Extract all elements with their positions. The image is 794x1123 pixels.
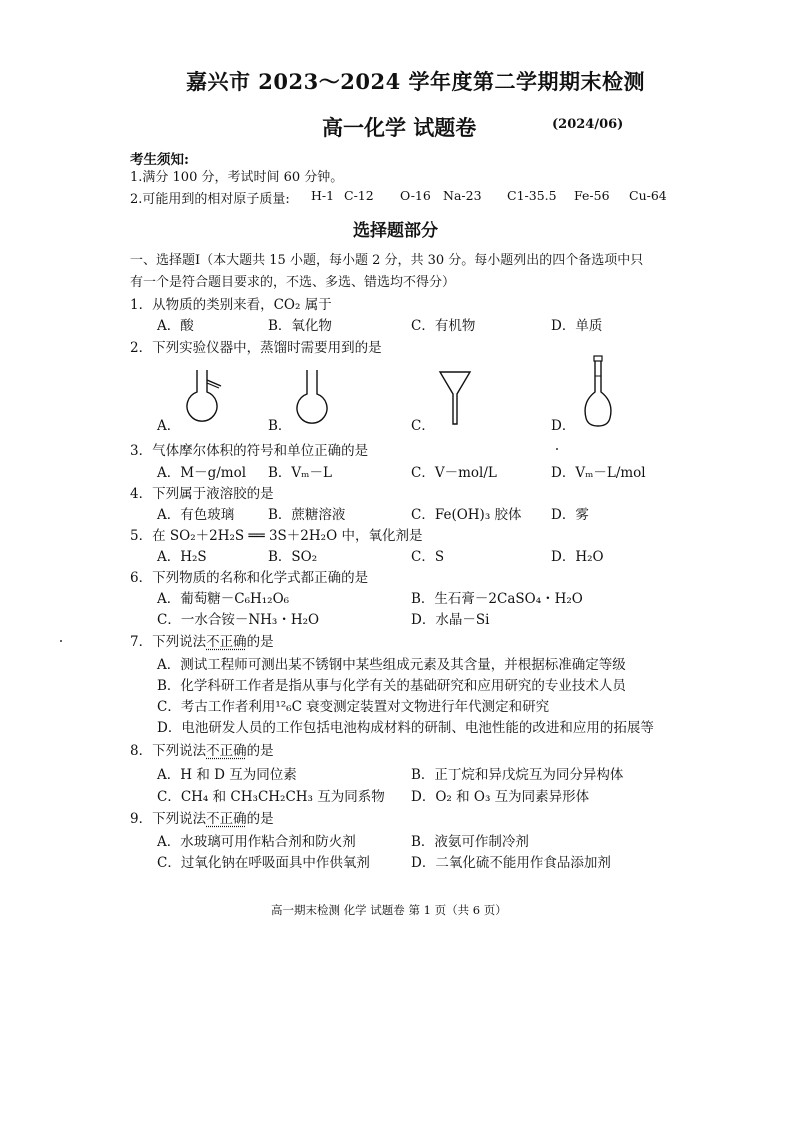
q8-stem-pre: 8．下列说法	[130, 743, 207, 759]
q9-option-c: C．过氧化钠在呼吸面具中作供氧剂	[157, 855, 370, 871]
q5-option-b: B．SO₂	[268, 549, 318, 565]
q8-stem-emphasis: 不正确	[206, 743, 247, 759]
volumetric-flask-icon	[580, 354, 616, 430]
q2-option-c: C．	[411, 418, 435, 434]
exam-subtitle: 高一化学 试题卷	[322, 115, 477, 140]
q8-option-c: C．CH₄ 和 CH₃CH₂CH₃ 互为同系物	[157, 789, 385, 805]
q8-stem-post: 的是	[246, 743, 274, 759]
q1-option-c: C．有机物	[411, 318, 476, 334]
q7-option-b: B．化学科研工作者是指从事与化学有关的基础研究和应用研究的专业技术人员	[157, 678, 626, 694]
q1-option-d: D．单质	[551, 318, 603, 334]
q8-option-a: A．H 和 D 互为同位素	[157, 767, 297, 783]
question-4-stem: 4．下列属于液溶胶的是	[130, 486, 274, 502]
q7-option-c: C．考古工作者利用¹²₆C 衰变测定装置对文物进行年代测定和研究	[157, 699, 550, 715]
question-3-stem: 3．气体摩尔体积的符号和单位正确的是	[130, 443, 369, 459]
part1-instructions-line1: 一、选择题Ⅰ（本大题共 15 小题，每小题 2 分，共 30 分。每小题列出的四个备选项中只	[130, 253, 644, 268]
q5-option-d: D．H₂O	[551, 549, 604, 565]
q9-option-a: A．水玻璃可用作粘合剂和防火剂	[157, 834, 356, 850]
section-title: 选择题部分	[353, 221, 438, 241]
q4-option-d: D．雾	[551, 507, 589, 523]
q7-stem-emphasis: 不正确	[206, 634, 247, 650]
scan-speck	[60, 640, 62, 642]
q3-option-b: B．Vₘ－L	[268, 465, 332, 481]
q6-option-d: D．水晶－Si	[411, 612, 490, 628]
notice-line-2-label: 2.可能用到的相对原子质量:	[130, 192, 290, 207]
q8-option-d: D．O₂ 和 O₃ 互为同素异形体	[411, 789, 590, 805]
q9-stem-post: 的是	[246, 811, 274, 827]
q4-option-a: A．有色玻璃	[157, 507, 235, 523]
notice-heading: 考生须知:	[130, 152, 189, 168]
question-2-stem: 2．下列实验仪器中，蒸馏时需要用到的是	[130, 340, 382, 356]
q2-option-d: D．	[551, 418, 576, 434]
q9-option-d: D．二氧化硫不能用作食品添加剂	[411, 855, 611, 871]
q8-option-b: B．正丁烷和异戊烷互为同分异构体	[411, 767, 624, 783]
question-1-stem: 1．从物质的类别来看，CO₂ 属于	[130, 297, 332, 313]
question-5-stem: 5．在 SO₂＋2H₂S ══ 3S＋2H₂O 中，氧化剂是	[130, 528, 423, 544]
q6-option-a: A．葡萄糖－C₆H₁₂O₆	[157, 591, 290, 607]
q9-stem-pre: 9．下列说法	[130, 811, 207, 827]
q2-option-a: A．	[157, 418, 181, 434]
question-6-stem: 6．下列物质的名称和化学式都正确的是	[130, 570, 369, 586]
q7-stem-post: 的是	[246, 634, 274, 650]
notice-line-1: 1.满分 100 分，考试时间 60 分钟。	[130, 170, 344, 185]
q7-stem-pre: 7．下列说法	[130, 634, 207, 650]
atomic-mass-cl: C1-35.5	[507, 188, 557, 203]
q3-option-d: D．Vₘ－L/mol	[551, 465, 646, 481]
q6-option-c: C．一水合铵－NH₃・H₂O	[157, 612, 320, 628]
round-bottom-flask-icon	[292, 368, 334, 428]
question-9-stem	[130, 807, 274, 827]
page-footer: 高一期末检测 化学 试题卷 第 1 页（共 6 页）	[271, 903, 507, 917]
q9-option-b: B．液氨可作制冷剂	[411, 834, 529, 850]
q1-option-a: A．酸	[157, 318, 194, 334]
q6-option-b: B．生石膏－2CaSO₄・H₂O	[411, 591, 583, 607]
question-8-stem	[130, 739, 274, 759]
exam-title: 嘉兴市 2023～2024 学年度第二学期期末检测	[186, 69, 646, 94]
q5-option-a: A．H₂S	[157, 549, 207, 565]
atomic-mass-h: H-1	[311, 188, 335, 203]
q4-option-b: B．蔗糖溶液	[268, 507, 346, 523]
question-7-stem	[130, 630, 274, 650]
q2-option-b: B．	[268, 418, 292, 434]
q3-option-a: A．M－g/mol	[157, 465, 247, 481]
exam-date: (2024/06)	[552, 117, 624, 132]
q4-option-c: C．Fe(OH)₃ 胶体	[411, 507, 522, 523]
distilling-flask-icon	[183, 368, 225, 428]
q9-stem-emphasis: 不正确	[206, 811, 247, 827]
q3-option-c: C．V－mol/L	[411, 465, 497, 481]
atomic-mass-na: Na-23	[443, 188, 482, 203]
part1-instructions-line2: 有一个是符合题目要求的，不选、多选、错选均不得分）	[130, 275, 456, 290]
atomic-mass-c: C-12	[344, 188, 374, 203]
q7-option-d: D．电池研发人员的工作包括电池构成材料的研制、电池性能的改进和应用的拓展等	[157, 720, 654, 736]
q5-option-c: C．S	[411, 549, 445, 565]
q1-option-b: B．氧化物	[268, 318, 332, 334]
atomic-mass-o: O-16	[400, 188, 431, 203]
scan-speck	[556, 448, 558, 450]
atomic-mass-fe: Fe-56	[574, 188, 610, 203]
q7-option-a: A．测试工程师可测出某不锈钢中某些组成元素及其含量，并根据标准确定等级	[157, 657, 626, 673]
atomic-mass-cu: Cu-64	[629, 188, 667, 203]
funnel-icon	[438, 370, 472, 426]
